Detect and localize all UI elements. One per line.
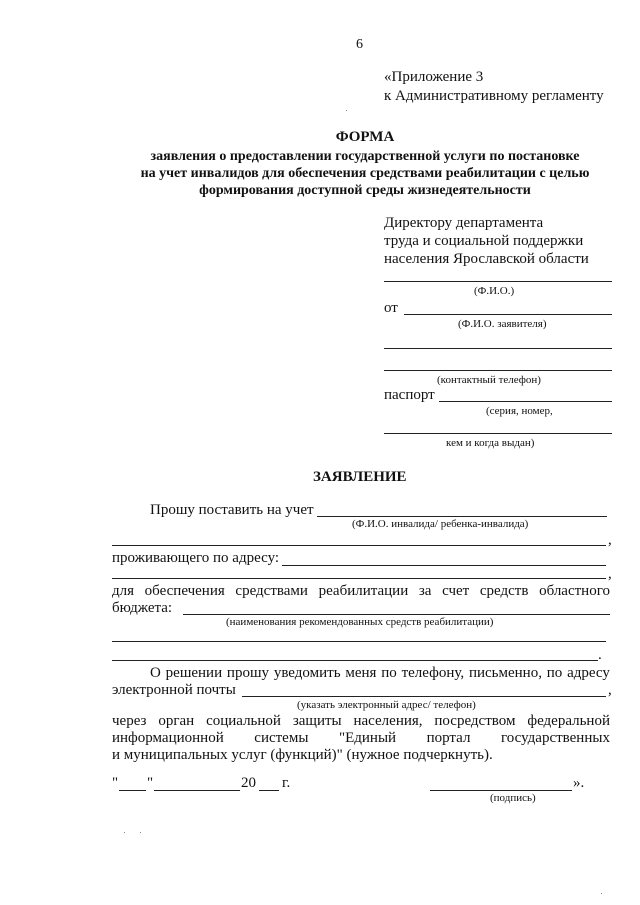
comma-3: , [608, 682, 612, 698]
system-line [112, 731, 610, 746]
month-field[interactable] [154, 790, 240, 791]
period-mark: . [598, 647, 602, 663]
address-label: проживающего по адресу: [112, 550, 280, 566]
year-suffix: г. [282, 775, 291, 791]
notify-word: адресу [567, 665, 610, 681]
year-field[interactable] [259, 790, 279, 791]
addressee-line-3: населения Ярославской области [384, 251, 589, 267]
applicant-caption: (Ф.И.О. заявителя) [458, 318, 547, 330]
notify-word: уведомить [273, 665, 341, 681]
purpose-word: для [112, 583, 135, 599]
notify-word: прошу [226, 665, 269, 681]
system-word: "Единый [338, 730, 397, 746]
quote-open: " [112, 775, 119, 791]
notify-word: по [381, 665, 397, 681]
system-word: системы [254, 730, 309, 746]
addressee-line-2: труда и социальной поддержки [384, 233, 584, 249]
via-word: социальной [206, 713, 281, 729]
form-title-line-1: заявления о предоставлении государственной услуги по постановке [150, 149, 580, 164]
notify-word: О [150, 665, 161, 681]
closing-mark: ». [573, 775, 585, 791]
last-statement-line: и муниципальных услуг (функций)" (нужное подчеркнуть). [112, 747, 493, 763]
system-word: государственных [500, 730, 610, 746]
form-title-line-2: на учет инвалидов для обеспечения средствами реабилитации с целью [140, 166, 590, 181]
rehab-means-field-3[interactable] [112, 660, 598, 661]
phone-field[interactable] [384, 370, 612, 371]
comma-1: , [608, 532, 612, 548]
email-label: электронной почты [112, 682, 236, 698]
applicant-name-field-2[interactable] [384, 348, 612, 349]
means-caption: (наименования рекомендованных средств реабилитации) [226, 616, 494, 628]
notify-word: решении [165, 665, 223, 681]
notify-line [150, 666, 610, 681]
fio-caption: (Ф.И.О.) [474, 285, 515, 297]
passport-caption-2: кем и когда выдан) [446, 437, 535, 449]
notify-word: меня [345, 665, 377, 681]
purpose-word: реабилитации [318, 583, 409, 599]
disabled-caption: (Ф.И.О. инвалида/ ребенка-инвалида) [352, 518, 529, 530]
via-word: орган [158, 713, 195, 729]
director-name-field[interactable] [384, 281, 612, 282]
disabled-person-field-2[interactable] [112, 545, 606, 546]
passport-caption-1: (серия, номер, [486, 405, 553, 417]
year-prefix: 20 [241, 775, 256, 791]
via-word: населения, [353, 713, 423, 729]
purpose-word: обеспечения [144, 583, 225, 599]
day-field[interactable] [119, 790, 146, 791]
address-field-2[interactable] [112, 578, 606, 579]
form-heading: ФОРМА [335, 129, 395, 145]
via-word: федеральной [527, 713, 610, 729]
system-word: портал [426, 730, 471, 746]
form-title-line-3: формирования доступной среды жизнедеятельности [199, 183, 531, 198]
via-word: посредством [434, 713, 516, 729]
notify-word: письменно, [468, 665, 542, 681]
scan-speck [124, 832, 125, 833]
request-text: Прошу поставить на учет [150, 502, 314, 518]
statement-heading: ЗАЯВЛЕНИЕ [313, 469, 407, 485]
budget-label: бюджета: [112, 600, 173, 616]
email-caption: (указать электронный адрес/ телефон) [297, 699, 476, 711]
rehab-means-field[interactable] [183, 614, 610, 615]
signature-caption: (подпись) [490, 792, 536, 804]
rehab-means-field-2[interactable] [112, 641, 606, 642]
signature-field[interactable] [430, 790, 572, 791]
quote-close: " [147, 775, 154, 791]
comma-2: , [608, 566, 612, 582]
from-label: от [384, 300, 398, 316]
via-word: через [112, 713, 147, 729]
passport-label: паспорт [384, 387, 435, 403]
notify-word: по [546, 665, 563, 681]
system-word: информационной [112, 730, 224, 746]
passport-issued-field[interactable] [384, 433, 612, 434]
via-word: защиты [292, 713, 342, 729]
applicant-name-field[interactable] [404, 314, 612, 315]
disabled-person-field[interactable] [317, 516, 607, 517]
address-field[interactable] [282, 565, 606, 566]
purpose-word: за [418, 583, 432, 599]
appendix-line-1: «Приложение 3 [384, 69, 484, 85]
appendix-line-2: к Административному регламенту [384, 88, 604, 104]
via-line [112, 714, 610, 729]
scan-speck [601, 893, 602, 894]
email-field[interactable] [242, 696, 606, 697]
scan-speck [346, 110, 347, 111]
scan-speck [140, 832, 141, 833]
purpose-word: средствами [235, 583, 308, 599]
passport-field[interactable] [439, 401, 612, 402]
addressee-line-1: Директору департамента [384, 215, 544, 231]
page-number: 6 [356, 37, 363, 52]
notify-word: телефону, [401, 665, 465, 681]
purpose-line [112, 584, 610, 599]
purpose-word: средств [479, 583, 529, 599]
purpose-word: счет [442, 583, 470, 599]
phone-caption: (контактный телефон) [437, 374, 541, 386]
purpose-word: областного [539, 583, 610, 599]
